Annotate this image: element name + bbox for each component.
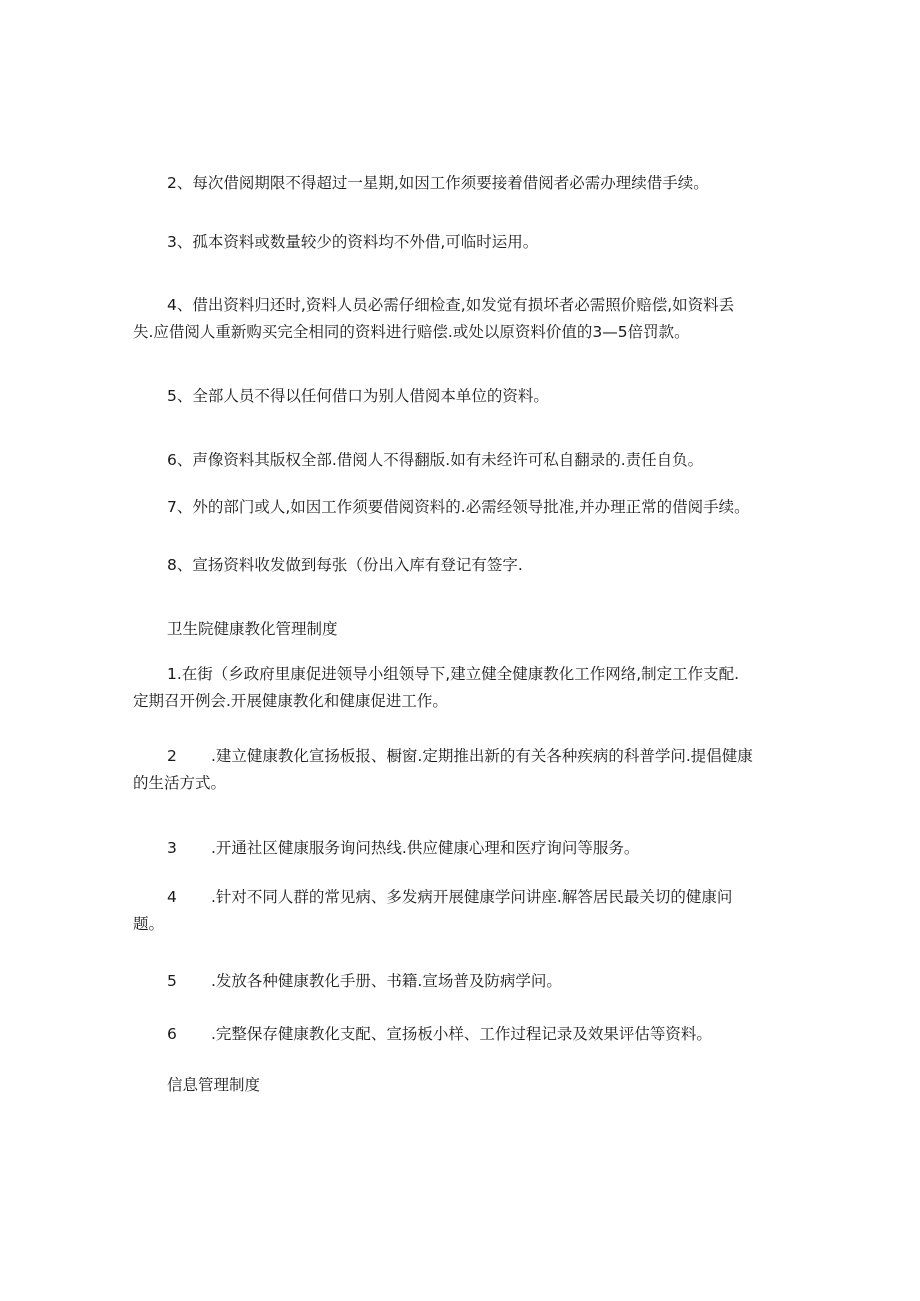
info-section-title: 信息管理制度 [167, 1076, 261, 1094]
health-item-2 [133, 743, 793, 797]
rule-5: 5、全部人员不得以任何借口为别人借阅本单位的资料。 [167, 387, 549, 405]
health-item-5 [133, 968, 827, 995]
health-item-5-text: .发放各种健康教化手册、书籍.宣场普及防病学问。 [211, 972, 562, 990]
rule-3: 3、孤本资料或数量较少的资料均不外借,可临时运用。 [167, 233, 539, 251]
health-item-5-number: 5 [167, 972, 177, 990]
health-item-2-text: .建立健康教化宣扬板报、橱窗.定期推出新的有关各种疾病的科普学问.提倡健康 [211, 747, 753, 765]
health-item-1-line-1: 1.在街（乡政府里康促进领导小组领导下,建立健全健康教化工作网络,制定工作支配. [167, 665, 740, 683]
health-item-4 [133, 884, 793, 938]
rule-6: 6、声像资料其版权全部.借阅人不得翻版.如有未经许可私自翻录的.责任自负。 [167, 451, 704, 469]
rule-4 [133, 292, 793, 346]
health-item-6-number: 6 [167, 1025, 177, 1043]
health-item-1 [133, 661, 793, 715]
health-item-3-number: 3 [167, 839, 177, 857]
rule-4-line-2: 失.应借阅人重新购买完全相同的资料进行赔偿.或处以原资料价值的3—5倍罚款。 [133, 323, 690, 341]
health-section-title: 卫生院健康教化管理制度 [167, 620, 338, 638]
health-item-2-line-1 [133, 743, 793, 770]
health-item-6 [133, 1021, 827, 1048]
rule-7: 7、外的部门或人,如因工作须要借阅资料的.必需经领导批准,并办理正常的借阅手续。 [167, 498, 750, 516]
health-item-1-line-2: 定期召开例会.开展健康教化和健康促进工作。 [133, 692, 448, 710]
health-item-6-text: .完整保存健康教化支配、宣扬板小样、工作过程记录及效果评估等资料。 [211, 1025, 712, 1043]
rule-2: 2、每次借阅期限不得超过一星期,如因工作须要接着借阅者必需办理续借手续。 [167, 174, 709, 192]
rule-8: 8、宣扬资料收发做到每张（份出入库有登记有签字. [167, 556, 523, 574]
health-item-4-line-2: 题。 [133, 915, 165, 933]
health-item-3 [133, 835, 827, 862]
health-item-4-number: 4 [167, 888, 177, 906]
health-item-2-line-2: 的生活方式。 [133, 774, 227, 792]
health-item-2-number: 2 [167, 747, 177, 765]
rule-4-line-1: 4、借出资料归还时,资料人员必需仔细检查,如发觉有损坏者必需照价赔偿,如资料丢 [167, 296, 735, 314]
health-item-4-line-1 [133, 884, 793, 911]
health-item-4-text: .针对不同人群的常见病、多发病开展健康学问讲座.解答居民最关切的健康问 [211, 888, 733, 906]
health-item-3-text: .开通社区健康服务询问热线.供应健康心理和医疗询问等服务。 [211, 839, 640, 857]
